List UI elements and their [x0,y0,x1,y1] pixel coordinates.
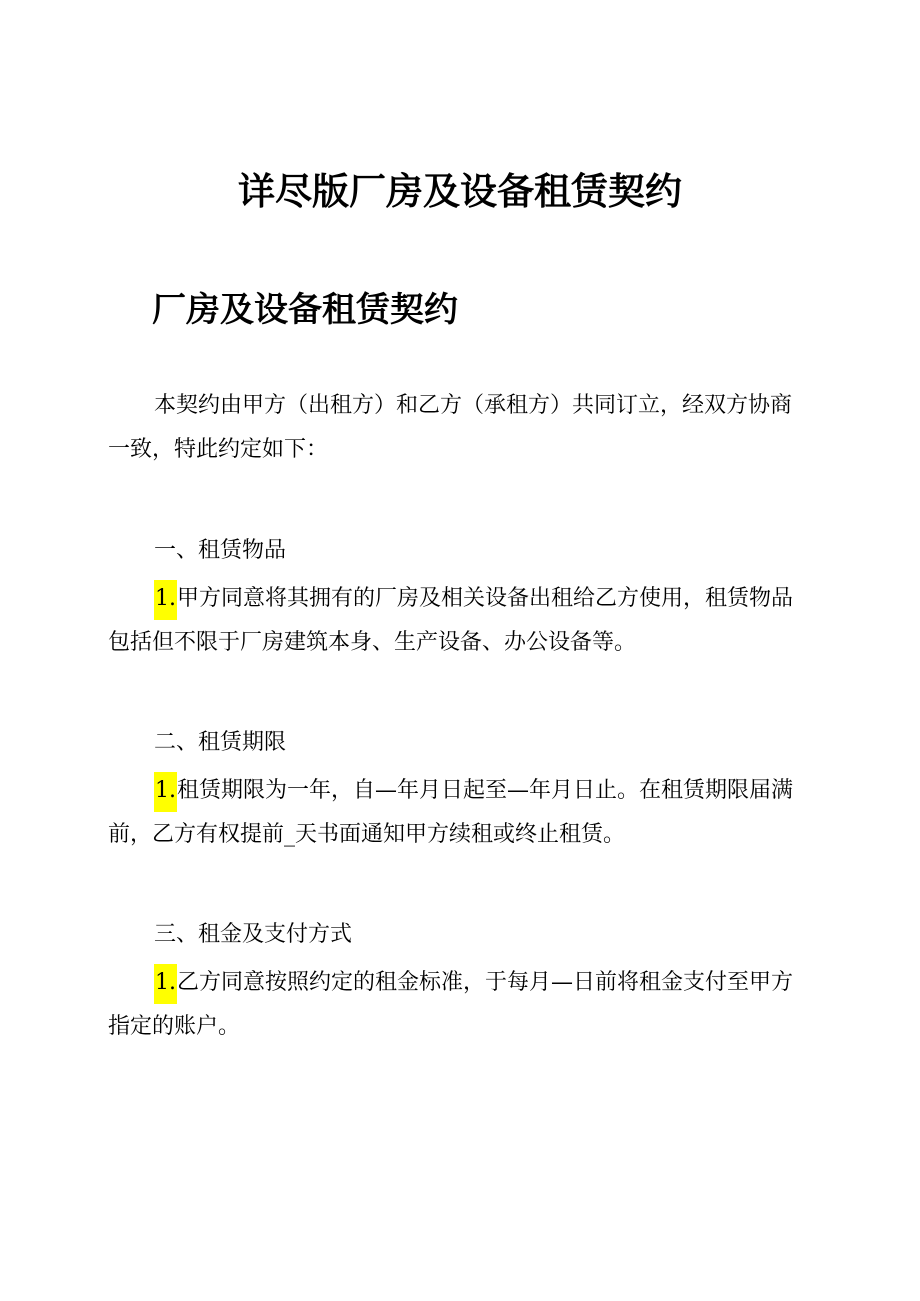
item-number-highlight: 1. [154,772,177,812]
item-number-highlight: 1. [154,964,177,1004]
item-text: 甲方同意将其拥有的厂房及相关设备出租给乙方使用，租赁物品包括但不限于厂房建筑本身、生产设备、办公设备等。 [108,586,794,655]
section-heading-rental-items: 一、租赁物品 [154,538,287,563]
intro-paragraph: 本契约由甲方（出租方）和乙方（承租方）共同订立，经双方协商一致，特此约定如下： [108,393,793,462]
contract-subtitle: 厂房及设备租赁契约 [152,290,458,330]
section-heading-rental-period: 二、租赁期限 [154,730,287,755]
section-paragraph-rental-period [108,769,808,857]
item-text: 乙方同意按照约定的租金标准，于每月—日前将租金支付至甲方指定的账户。 [108,970,794,1039]
section-paragraph-rental-items [108,577,808,665]
document-title: 详尽版厂房及设备租赁契约 [238,170,682,213]
item-number-highlight: 1. [154,580,177,620]
section-heading-rent-payment: 三、租金及支付方式 [154,922,353,947]
section-paragraph-rent-payment [108,961,808,1049]
item-text: 租赁期限为一年，自—年月日起至—年月日止。在租赁期限届满前，乙方有权提前_天书面通知甲方续租或终止租赁。 [108,778,794,847]
